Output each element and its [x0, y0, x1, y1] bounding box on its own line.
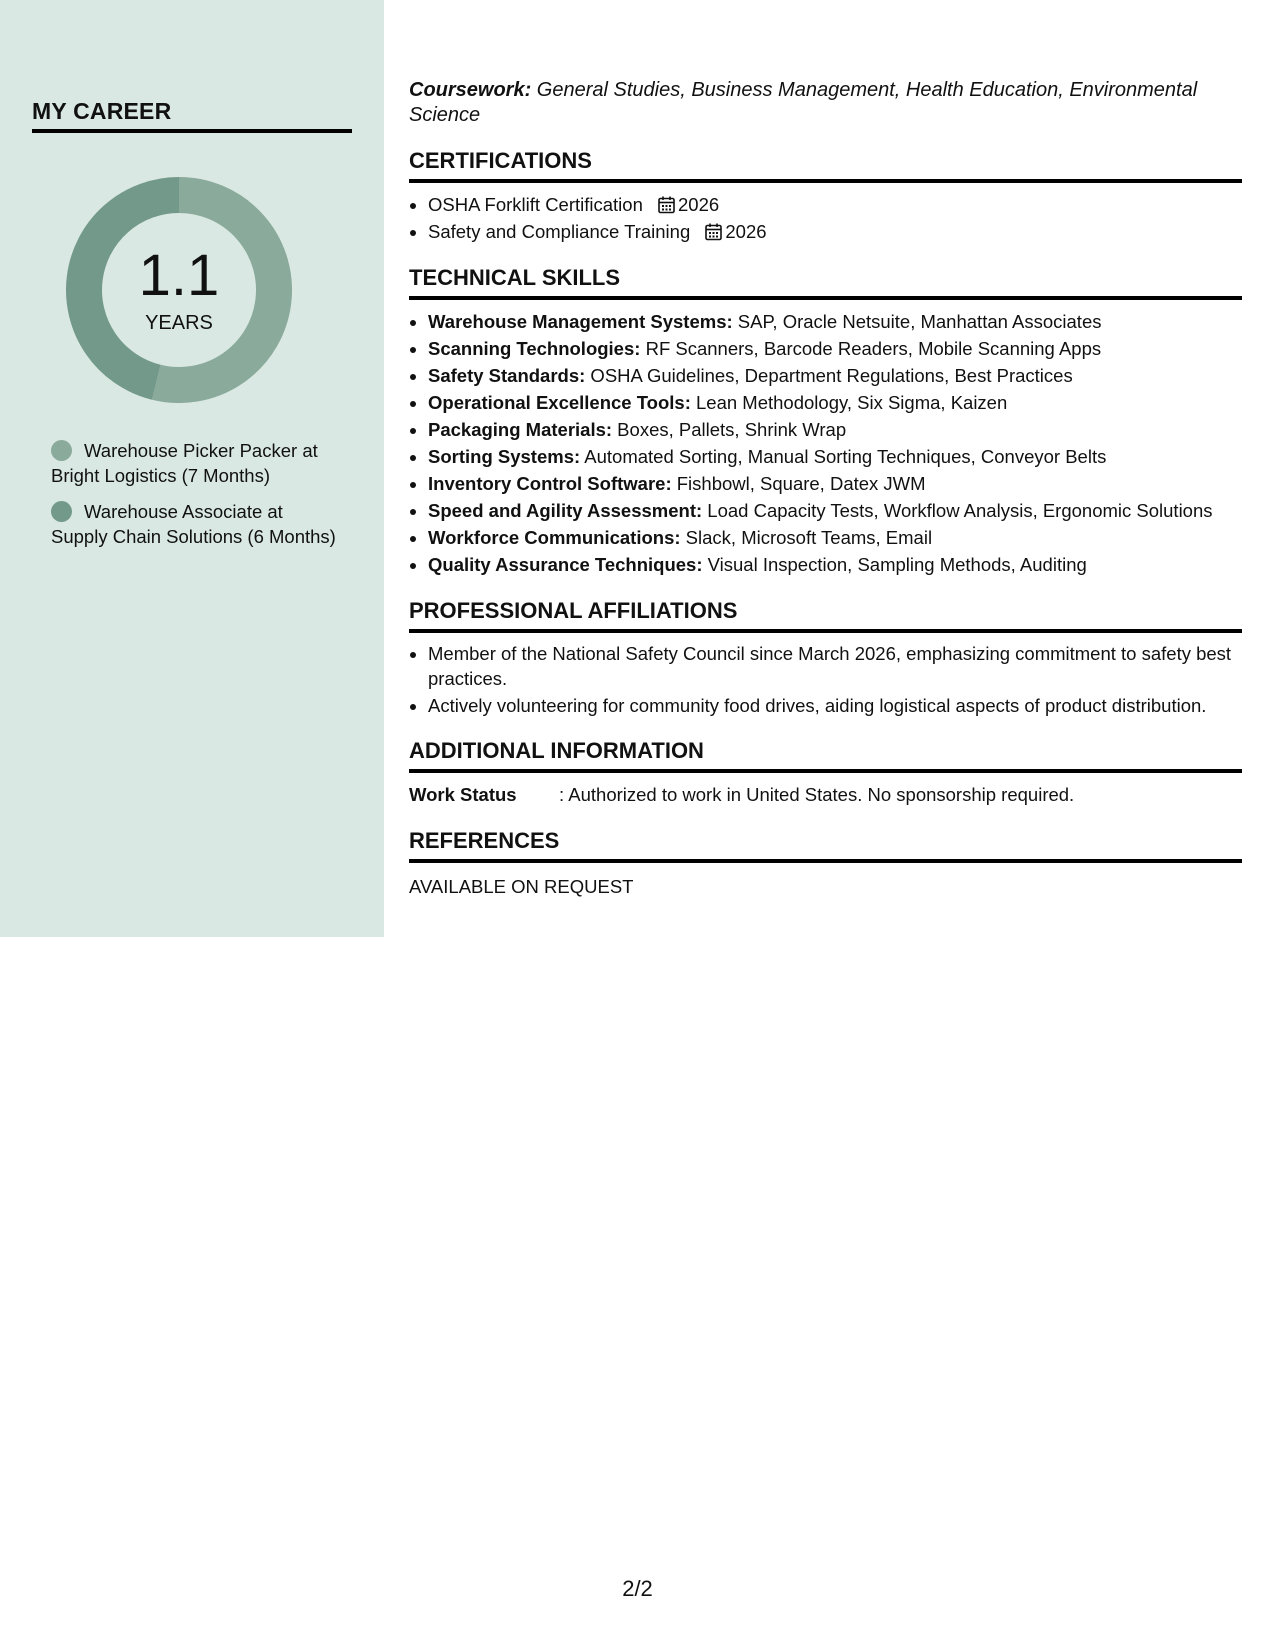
additional-info-title: ADDITIONAL INFORMATION [409, 738, 1242, 773]
certification-year: 2026 [725, 221, 767, 242]
coursework-label: Coursework: [409, 79, 532, 101]
experience-donut [66, 177, 292, 403]
technical-skills-title: TECHNICAL SKILLS [409, 265, 1242, 300]
skill-item [428, 416, 1242, 443]
skill-label: Safety Standards: [428, 365, 586, 386]
certification-name: Safety and Compliance Training [428, 221, 691, 242]
coursework-text: General Studies, Business Management, Health Education, Environmental Science [409, 79, 1198, 126]
skill-item [428, 335, 1242, 362]
skill-label: Quality Assurance Techniques: [428, 554, 703, 575]
certification-year: 2026 [678, 194, 720, 215]
skill-value: Visual Inspection, Sampling Methods, Auditing [702, 554, 1087, 575]
skill-label: Workforce Communications: [428, 527, 681, 548]
experience-unit: YEARS [145, 312, 213, 334]
certifications-section [409, 148, 1242, 245]
skill-value: OSHA Guidelines, Department Regulations, Best Practices [585, 365, 1073, 386]
technical-skills-section [409, 265, 1242, 578]
career-item-text: Warehouse Picker Packer at Bright Logistics (7 Months) [51, 440, 318, 486]
references-section [409, 828, 1242, 900]
experience-value: 1.1 [138, 243, 220, 308]
certification-item [428, 191, 1242, 218]
affiliations-list [409, 641, 1242, 718]
certifications-list [409, 191, 1242, 245]
skill-value: Fishbowl, Square, Datex JWM [671, 473, 926, 494]
career-item-2 [51, 499, 341, 549]
skill-value: Boxes, Pallets, Shrink Wrap [612, 419, 847, 440]
resume-main-column [409, 78, 1242, 900]
career-dot-icon [51, 501, 72, 522]
skill-label: Scanning Technologies: [428, 338, 641, 359]
affiliation-item: • Member of the National Safety Council since March 2026, emphasizing commitment to safety best practices. [428, 641, 1242, 691]
certifications-title: CERTIFICATIONS [409, 148, 1242, 183]
skill-item [428, 362, 1242, 389]
skill-label: Warehouse Management Systems: [428, 311, 733, 332]
career-dot-icon [51, 440, 72, 461]
calendar-icon [705, 223, 722, 241]
skill-item [428, 470, 1242, 497]
career-item-text: Warehouse Associate at Supply Chain Solutions (6 Months) [51, 501, 336, 547]
certification-item [428, 218, 1242, 245]
career-list [51, 438, 341, 560]
references-title: REFERENCES [409, 828, 1242, 863]
skill-item [428, 497, 1242, 524]
skill-label: Inventory Control Software: [428, 473, 672, 494]
coursework [409, 78, 1242, 128]
skill-value: Slack, Microsoft Teams, Email [680, 527, 933, 548]
skill-value: RF Scanners, Barcode Readers, Mobile Scanning Apps [640, 338, 1102, 359]
career-title-rule [32, 129, 352, 133]
page-number: 2/2 [622, 1576, 653, 1601]
references-text: AVAILABLE ON REQUEST [409, 876, 634, 897]
skill-item [428, 551, 1242, 578]
career-title: MY CAREER [32, 98, 172, 124]
affiliations-title: PROFESSIONAL AFFILIATIONS [409, 598, 1242, 633]
skill-item [428, 389, 1242, 416]
affiliation-item: • Actively volunteering for community food drives, aiding logistical aspects of product distribution. [428, 693, 1242, 718]
certification-name: OSHA Forklift Certification [428, 194, 643, 215]
calendar-icon [658, 196, 675, 214]
skill-item [428, 524, 1242, 551]
skill-value: Automated Sorting, Manual Sorting Techniques, Conveyor Belts [580, 446, 1107, 467]
skill-item [428, 443, 1242, 470]
work-status-row [409, 781, 1242, 808]
skill-value: SAP, Oracle Netsuite, Manhattan Associates [732, 311, 1102, 332]
skill-item [428, 308, 1242, 335]
work-status-value: : Authorized to work in United States. No sponsorship required. [559, 784, 1075, 805]
skill-value: Lean Methodology, Six Sigma, Kaizen [690, 392, 1008, 413]
skill-label: Sorting Systems: [428, 446, 581, 467]
skill-value: Load Capacity Tests, Workflow Analysis, Ergonomic Solutions [702, 500, 1213, 521]
affiliations-section [409, 598, 1242, 718]
additional-info-section [409, 738, 1242, 808]
skill-label: Packaging Materials: [428, 419, 613, 440]
career-item-1 [51, 438, 341, 488]
skill-label: Speed and Agility Assessment: [428, 500, 703, 521]
technical-skills-list [409, 308, 1242, 578]
work-status-label: Work Status [409, 784, 517, 805]
skill-label: Operational Excellence Tools: [428, 392, 691, 413]
career-sidebar [0, 0, 384, 937]
